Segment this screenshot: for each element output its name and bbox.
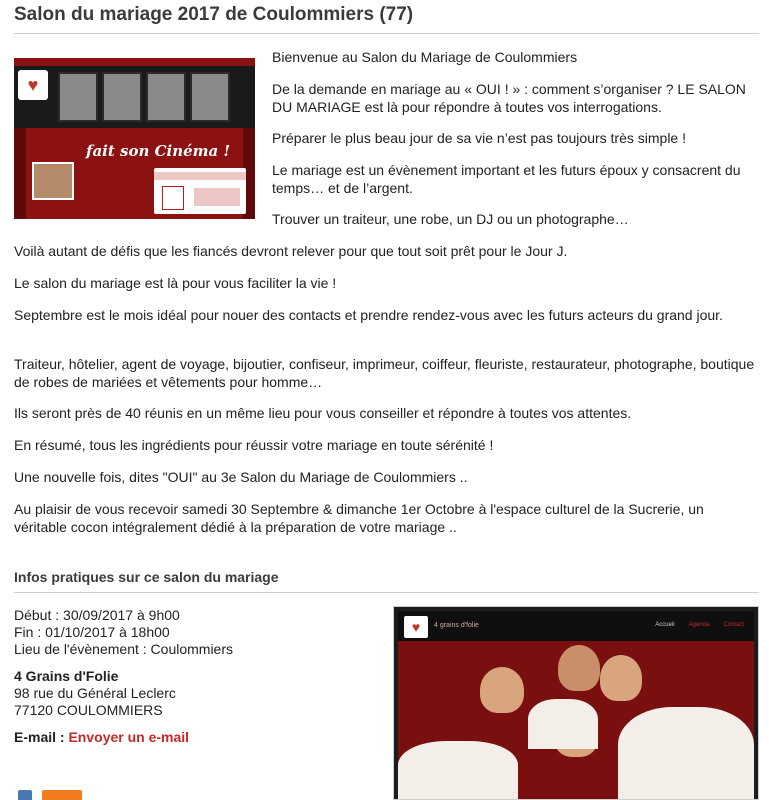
body-paragraph: En résumé, tous les ingrédients pour réussir votre mariage en toute sérénité ! <box>14 437 494 453</box>
preview-menu-item: Accueil <box>655 622 675 628</box>
section-divider <box>14 592 759 593</box>
intro-paragraph: De la demande en mariage au « OUI ! » : comment s’organiser ? LE SALON DU MARIAGE est là pour répondre à toutes vos interrogations. <box>272 81 746 115</box>
ticket-graphic <box>154 168 246 214</box>
film-frame <box>190 72 230 122</box>
event-location: Lieu de l'évènement : Coulommiers <box>14 641 234 657</box>
intro-paragraph: Bienvenue au Salon du Mariage de Coulommiers <box>272 49 578 65</box>
body-paragraph: Septembre est le mois idéal pour nouer des contacts et prendre rendez-vous avec les futurs acteurs du grand jour. <box>14 307 723 323</box>
send-email-link[interactable]: Envoyer un e-mail <box>68 729 190 745</box>
body-paragraph: Voilà autant de défis que les fiancés devront relever pour que tout soit prêt pour le Jour J. <box>14 243 568 259</box>
portrait-photo <box>32 162 74 200</box>
infos-section-title: Infos pratiques sur ce salon du mariage <box>14 569 279 585</box>
intro-paragraph: Trouver un traiteur, une robe, un DJ ou un photographe… <box>272 211 629 227</box>
person-face <box>600 655 642 701</box>
bridal-group-photo <box>398 641 754 799</box>
event-end: Fin : 01/10/2017 à 18h00 <box>14 624 170 640</box>
preview-navbar <box>398 611 754 641</box>
organizer-website-preview[interactable] <box>393 606 759 800</box>
organizer-street: 98 rue du Général Leclerc <box>14 685 176 701</box>
preview-brand: 4 grains d'folie <box>434 622 479 629</box>
intro-paragraph: Préparer le plus beau jour de sa vie n’est pas toujours très simple ! <box>272 130 686 146</box>
organizer-name: 4 Grains d'Folie <box>14 668 119 684</box>
bride-dress <box>398 741 518 800</box>
salon-banner-image <box>14 58 255 219</box>
body-paragraph: Au plaisir de vous recevoir samedi 30 Septembre & dimanche 1er Octobre à l'espace culturel de la Sucrerie, un véritable cocon intégralement dédié à la préparation de votre mariage .. <box>14 501 704 535</box>
event-info-block <box>14 607 374 746</box>
body-paragraph: Une nouvelle fois, dites "OUI" au 3e Salon du Mariage de Coulommiers .. <box>14 469 468 485</box>
heart-logo-icon: ♥ <box>18 70 48 100</box>
email-label: E-mail : <box>14 729 69 745</box>
body-paragraph: Le salon du mariage est là pour vous faciliter la vie ! <box>14 275 337 291</box>
film-frame <box>146 72 186 122</box>
body-paragraph: Ils seront près de 40 réunis en un même lieu pour vous conseiller et répondre à toutes vos attentes. <box>14 405 632 421</box>
preview-menu-item: Agenda <box>688 622 710 628</box>
page-title: Salon du mariage 2017 de Coulommiers (77) <box>14 4 414 25</box>
bride-dress <box>618 707 754 800</box>
event-start: Début : 30/09/2017 à 9h00 <box>14 607 180 623</box>
bride-dress <box>528 699 598 749</box>
email-row <box>14 729 374 746</box>
film-frame <box>58 72 98 122</box>
share-icon[interactable] <box>18 790 32 800</box>
organizer-city: 77120 COULOMMIERS <box>14 702 163 718</box>
rss-icon[interactable] <box>42 790 82 800</box>
person-face <box>480 667 524 713</box>
banner-tagline: fait son Cinéma ! <box>86 142 231 160</box>
film-frame <box>102 72 142 122</box>
body-paragraph: Traiteur, hôtelier, agent de voyage, bijoutier, confiseur, imprimeur, coiffeur, fleuriste, restaurateur, photographe, boutique de robes de mariées et vêtements pour homme… <box>14 356 755 390</box>
heart-logo-icon: ♥ <box>404 616 428 638</box>
preview-menu-item: Contact <box>723 622 744 628</box>
intro-paragraph: Le mariage est un évènement important et les futurs époux y consacrent du temps… et de l’argent. <box>272 162 741 196</box>
film-strip <box>14 66 255 128</box>
curtain-left <box>14 128 26 219</box>
preview-menu <box>641 622 744 628</box>
person-face <box>558 645 600 691</box>
title-divider <box>14 33 759 34</box>
